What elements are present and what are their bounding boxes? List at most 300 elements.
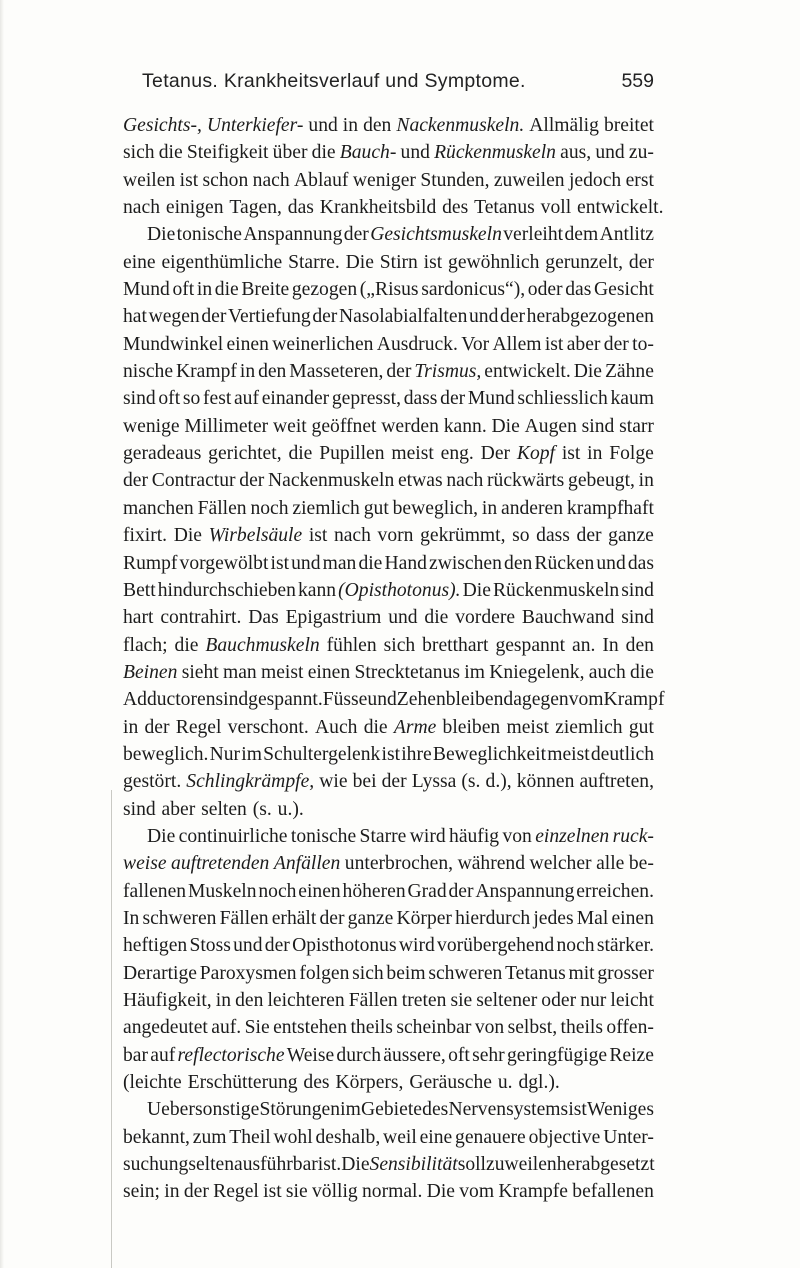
word: über	[272, 142, 308, 164]
word: entwickelt.	[484, 361, 571, 383]
word: Die	[491, 415, 520, 437]
word: wird	[409, 825, 446, 847]
text-line	[123, 604, 654, 631]
word: ist	[263, 1181, 282, 1203]
word: („Risus	[359, 279, 419, 301]
word: vordere	[455, 607, 516, 629]
word: vom	[568, 689, 604, 711]
word: soll	[457, 1154, 486, 1176]
word: schon	[202, 169, 249, 191]
word: einen	[307, 661, 351, 683]
text-line	[123, 522, 654, 549]
word: Beweglichkeit	[432, 743, 547, 765]
word: Weniges	[587, 1099, 654, 1121]
word: Anspannung	[475, 880, 575, 902]
word: dgl.).	[518, 1072, 560, 1094]
word: auf	[233, 388, 260, 410]
text-line	[123, 659, 654, 686]
word: der	[386, 361, 412, 383]
italic-word: (Opisthotonus).	[338, 579, 461, 601]
page-header	[0, 70, 800, 98]
word: Mund	[467, 388, 515, 410]
word: Auch	[315, 716, 358, 738]
italic-word: Nackenmuskeln.	[396, 115, 525, 136]
word: zuweilen	[493, 169, 565, 191]
word: gerunzelt,	[545, 251, 624, 273]
word: heftigen	[123, 935, 188, 957]
word: Geräusche	[409, 1072, 492, 1094]
italic-word: Bauch-	[339, 142, 397, 164]
word: Zehen	[396, 689, 446, 711]
word: vom	[459, 1181, 495, 1203]
word: Allem	[492, 333, 542, 355]
word: ziemlich	[555, 716, 623, 738]
word: einen	[611, 907, 654, 929]
word: Schultergelenk	[263, 743, 381, 765]
word: Die	[426, 1181, 455, 1203]
word: durch	[336, 1044, 382, 1066]
body-text	[123, 112, 665, 1206]
word: Steifigkeit	[186, 142, 269, 164]
text-line	[123, 467, 654, 494]
word: Rücken	[534, 552, 595, 574]
word: Vertiefung	[227, 306, 311, 328]
word: sind	[123, 388, 156, 410]
word: der	[603, 333, 629, 355]
word: mit	[568, 962, 595, 984]
word: im	[464, 661, 485, 683]
word: Antlitz	[599, 224, 654, 246]
word: hindurchschieben	[157, 579, 296, 601]
italic-word: Gesichtsmuskeln	[370, 224, 502, 246]
word: nach	[252, 169, 290, 191]
word: die	[158, 142, 183, 164]
word: auf.	[211, 1017, 242, 1039]
text-line	[123, 413, 654, 440]
word: Mund	[123, 279, 170, 301]
word: bar	[123, 1044, 149, 1066]
word: tonische	[290, 825, 357, 847]
word: Tetanus	[505, 962, 566, 984]
word: fest	[202, 388, 232, 410]
word: im	[241, 743, 262, 765]
word: beweglich.	[123, 743, 209, 765]
word: voll	[540, 197, 572, 219]
word: unterbrochen,	[344, 853, 454, 875]
word: völlig	[311, 1181, 358, 1203]
word: ist.	[317, 1154, 342, 1176]
italic-word: Gesichts-,	[123, 115, 202, 136]
word: Nervensystems	[448, 1099, 569, 1121]
text-line	[123, 1151, 654, 1178]
word: der	[628, 251, 654, 273]
word: gerichtet,	[208, 443, 282, 465]
word: oft	[172, 279, 195, 301]
binding-mark	[111, 790, 112, 1268]
word: selten	[188, 1154, 235, 1176]
word: stärker.	[596, 935, 654, 957]
word: die	[311, 142, 336, 164]
word: nach	[333, 525, 371, 547]
word: aber	[566, 333, 601, 355]
word: man	[322, 552, 357, 574]
word: dagegen	[503, 689, 569, 711]
word: ist	[544, 333, 564, 355]
word: fixirt.	[123, 525, 168, 547]
word: herabgezogenen	[526, 306, 654, 328]
word: Millimeter	[184, 415, 269, 437]
word: Sie	[244, 1017, 270, 1039]
word: dass	[403, 388, 438, 410]
word: Die	[462, 579, 491, 601]
word: man	[222, 661, 257, 683]
word: beim	[386, 962, 426, 984]
word: ist	[308, 525, 328, 547]
word: oder	[541, 990, 577, 1011]
word: sich	[383, 634, 416, 656]
word: anderen	[501, 497, 564, 519]
word: den	[363, 115, 392, 136]
text-line	[123, 276, 654, 303]
word: zuweilen	[486, 1154, 557, 1176]
page-number: 559	[621, 70, 654, 92]
word: verschont.	[227, 716, 309, 738]
word: gebeugt,	[568, 470, 635, 492]
word: manchen	[123, 497, 194, 519]
word: ist	[561, 443, 581, 465]
word: des	[303, 1072, 330, 1094]
word: Tagen,	[229, 197, 282, 219]
word: In	[602, 634, 619, 656]
text-line	[123, 550, 654, 577]
word: häufig	[449, 825, 500, 847]
text-line	[123, 249, 654, 276]
word: Rumpf	[123, 552, 178, 574]
page-edge-shadow	[0, 0, 4, 1268]
word: einigen	[165, 197, 224, 219]
word: und	[469, 306, 499, 328]
italic-word: Schlingkrämpfe,	[186, 771, 315, 793]
word: offen-	[606, 1017, 654, 1039]
text-line	[123, 741, 654, 768]
word: oft	[158, 388, 181, 410]
italic-word: weise	[123, 853, 167, 875]
word: sie	[450, 990, 473, 1011]
word: gestört.	[123, 771, 182, 793]
text-line	[123, 714, 654, 741]
word: seltener	[476, 990, 538, 1011]
word: grosser	[597, 962, 654, 984]
word: (s.	[461, 771, 481, 793]
word: in	[196, 279, 213, 301]
text-line	[123, 112, 654, 139]
word: angedeutet	[123, 1017, 208, 1039]
word: (leichte	[123, 1072, 182, 1094]
word: Unter-	[603, 1126, 654, 1148]
word: suchung	[123, 1154, 189, 1176]
word: (s.	[252, 798, 272, 820]
word: in	[638, 470, 654, 492]
word: Die	[173, 525, 202, 547]
word: Muskeln	[187, 880, 257, 902]
word: leichteren	[267, 990, 345, 1011]
italic-word: ruck-	[612, 825, 654, 847]
word: so	[182, 388, 201, 410]
word: eigenthümliche	[161, 251, 283, 273]
text-line	[123, 1042, 654, 1069]
word: selbst,	[507, 1017, 558, 1039]
word: etwas	[397, 470, 443, 492]
word: Theil	[229, 1126, 271, 1148]
word: ziemlich	[292, 497, 360, 519]
text-line	[123, 1178, 654, 1205]
word: Mal	[576, 907, 609, 929]
word: continuirliche	[178, 825, 288, 847]
word: Ausdruck.	[376, 333, 458, 355]
word: auftreten,	[579, 771, 654, 793]
word: Adductoren	[123, 689, 216, 711]
word: kann	[297, 579, 337, 601]
word: ist	[381, 743, 401, 765]
word: den	[258, 361, 287, 383]
word: noch	[258, 880, 297, 902]
word: Fällen	[348, 990, 398, 1011]
italic-word: reflectorische	[177, 1044, 285, 1066]
word: die	[358, 552, 383, 574]
word: Anspannung	[243, 224, 343, 246]
text-line	[123, 1124, 654, 1151]
word: Bett	[123, 579, 156, 601]
word: dem	[564, 224, 599, 246]
word: das	[627, 552, 654, 574]
word: fallenen	[123, 880, 187, 902]
word: Nasolabialfalten	[338, 306, 468, 328]
word: der	[440, 388, 466, 410]
word: der	[343, 224, 369, 246]
word: und	[233, 935, 263, 957]
word: der	[183, 1181, 209, 1203]
word: in	[587, 443, 603, 465]
word: kaum	[610, 388, 654, 410]
word: gut	[363, 497, 389, 519]
word: Rückenmuskeln	[492, 579, 620, 601]
word: einander	[261, 388, 330, 410]
word: höheren	[342, 880, 406, 902]
word: an.	[572, 634, 596, 656]
word: Gebiete	[361, 1099, 422, 1121]
word: Stirn	[379, 251, 418, 273]
word: wird	[398, 935, 435, 957]
word: verleiht	[503, 224, 564, 246]
word: Fällen	[219, 907, 269, 929]
word: Stoss	[189, 935, 231, 957]
word: Hand	[384, 552, 427, 574]
word: so	[512, 525, 530, 547]
text-line	[123, 1069, 654, 1096]
word: treten	[401, 990, 447, 1011]
text-line	[123, 686, 665, 713]
text-line	[123, 987, 654, 1014]
word: Das	[248, 607, 279, 629]
word: sich	[352, 962, 384, 984]
word: sein;	[123, 1181, 161, 1203]
text-line	[123, 1014, 654, 1041]
word: in	[239, 361, 256, 383]
word: deshalb,	[315, 1126, 381, 1148]
word: hart	[123, 607, 154, 629]
word: ist	[568, 1099, 587, 1121]
word: und	[308, 115, 338, 136]
word: Augen	[524, 415, 577, 437]
word: welcher	[529, 853, 592, 875]
word: ist	[179, 169, 199, 191]
word: den	[504, 552, 533, 574]
word: Mundwinkel	[123, 333, 224, 355]
word: Füsse	[322, 689, 368, 711]
word: meist	[547, 743, 590, 765]
italic-word: Bauchmuskeln	[205, 634, 320, 656]
word: ganze	[347, 907, 394, 929]
word: Die	[147, 224, 176, 246]
word: zu-	[628, 142, 654, 164]
word: geöffnet	[311, 415, 377, 437]
word: gut	[628, 716, 654, 738]
word: d.),	[485, 771, 512, 793]
word: zum	[192, 1126, 227, 1148]
italic-word: Kopf	[516, 443, 555, 465]
word: krampfhaft	[566, 497, 654, 519]
word: tonische	[176, 224, 242, 246]
word: nur	[580, 990, 607, 1011]
word: Störungen	[259, 1099, 340, 1121]
word: sind	[621, 579, 654, 601]
word: Gesicht	[594, 279, 654, 301]
word: ihre	[401, 743, 432, 765]
word: fühlen	[326, 634, 377, 656]
text-line	[123, 385, 654, 412]
word: gewöhnlich	[448, 251, 540, 273]
word: geradeaus	[123, 443, 202, 465]
word: u.	[497, 1072, 513, 1094]
word: Krampf	[603, 689, 665, 711]
word: nische	[123, 361, 174, 383]
word: Nackenmuskeln	[268, 470, 395, 492]
word: einen	[298, 880, 341, 902]
word: oft	[448, 1044, 470, 1066]
word: weil	[383, 1126, 417, 1148]
word: gespannt.	[248, 689, 323, 711]
text-line	[123, 1096, 654, 1123]
word: sind	[215, 689, 249, 711]
word: der	[123, 470, 149, 492]
word: Der	[480, 443, 511, 465]
italic-word: auftretenden	[171, 853, 270, 875]
italic-word: Wirbelsäule	[208, 525, 303, 547]
word: Körper	[396, 907, 452, 929]
word: der	[264, 935, 290, 957]
text-line	[123, 823, 654, 850]
word: jedoch	[568, 169, 622, 191]
word: selten	[201, 798, 247, 820]
word: wenige	[123, 415, 180, 437]
word: werden	[381, 415, 439, 437]
word: Paroxysmen	[199, 962, 297, 984]
word: und	[400, 142, 430, 164]
word: be-	[628, 853, 654, 875]
word: der	[312, 306, 338, 328]
text-line	[123, 167, 654, 194]
text-line	[123, 960, 654, 987]
word: Krampf	[176, 361, 237, 383]
italic-word: Anfällen	[273, 853, 341, 875]
word: der	[201, 306, 227, 328]
word: einen	[226, 333, 269, 355]
text-line	[123, 358, 654, 385]
word: sardonicus“),	[421, 279, 526, 301]
word: noch	[556, 935, 595, 957]
word: sie	[285, 1181, 308, 1203]
word: gepresst,	[331, 388, 401, 410]
word: bei	[352, 771, 377, 793]
word: im	[340, 1099, 361, 1121]
word: Ablauf	[294, 169, 349, 191]
word: to-	[632, 333, 654, 355]
word: sehr	[472, 1044, 505, 1066]
text-line	[123, 768, 654, 795]
text-line	[123, 495, 654, 522]
word: vorn	[377, 525, 414, 547]
word: jedes	[533, 907, 574, 929]
word: der	[381, 771, 407, 793]
word: noch	[250, 497, 289, 519]
word: Starre.	[288, 251, 340, 273]
text-line	[123, 440, 654, 467]
word: nach	[123, 197, 160, 219]
word: vorgewölbt	[179, 552, 269, 574]
word: In	[123, 907, 140, 929]
text-line	[123, 194, 664, 221]
word: von	[474, 1017, 505, 1039]
word: theils	[350, 1017, 393, 1039]
text-line	[123, 139, 654, 166]
word: meist	[391, 443, 434, 465]
word: den	[625, 634, 654, 656]
word: breitet	[603, 115, 654, 136]
italic-word: Rückenmuskeln	[434, 142, 556, 164]
italic-word: Arme	[393, 716, 437, 738]
word: weit	[273, 415, 307, 437]
italic-word: Sensibilität	[369, 1154, 458, 1176]
word: contrahirt.	[160, 607, 242, 629]
text-line	[123, 796, 654, 823]
word: Die	[147, 825, 176, 847]
word: die	[363, 716, 388, 738]
word: bleiben	[442, 716, 501, 738]
word: die	[424, 607, 449, 629]
word: dass	[536, 525, 570, 547]
word: bleiben	[445, 689, 504, 711]
word: Epigastrium	[285, 607, 382, 629]
word: entwickelt.	[577, 197, 664, 219]
word: sind	[581, 415, 615, 437]
word: Die	[573, 361, 602, 383]
word: zwischen	[429, 552, 502, 574]
word: äussere,	[383, 1044, 446, 1066]
word: Vor	[461, 333, 490, 355]
word: ganze	[608, 525, 654, 547]
word: entstehen	[273, 1017, 348, 1039]
word: Erschütterung	[187, 1072, 298, 1094]
